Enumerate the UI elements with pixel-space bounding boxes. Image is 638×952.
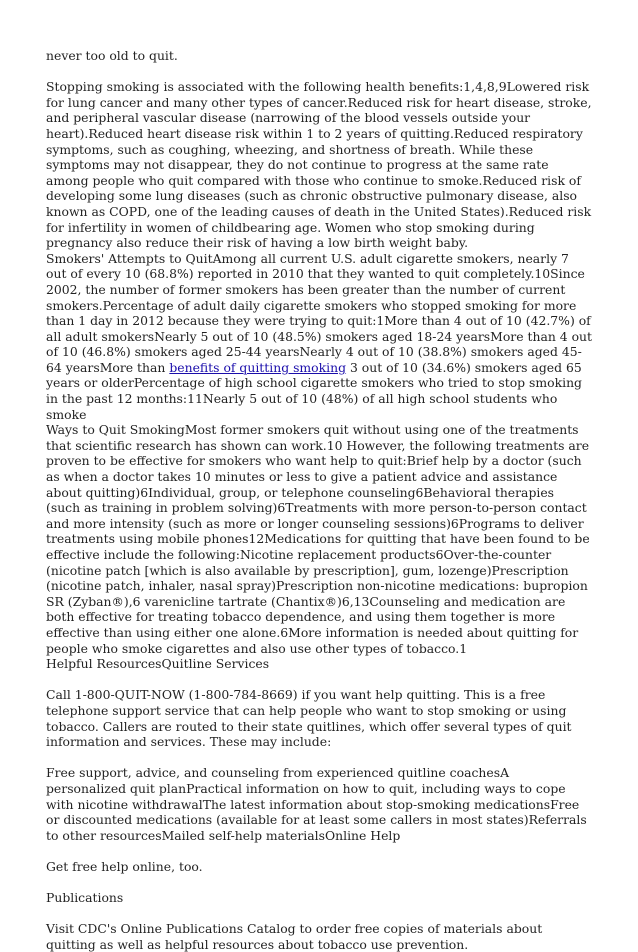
quit-attempts-text-before: Smokers' Attempts to QuitAmong all current U.S. adult cigarette smokers, nearly 7 out of every 10 (68.8%) reported in 2010 that they wanted to quit completely.10Since 2002, the number of former smokers has been greater than the number of current smokers.Percentage of adult daily cigarette smokers who stopped smoking for more than 1 day in 2012 because they were trying to quit:1More than 4 out of 10 (42.7%) of all adult smokersNearly 5 out of 10 (48.5%) smokers aged 18-24 yearsMore than 4 out of 10 (46.8%) smokers aged 25-44 yearsNearly 4 out of 10 (38.8%) smokers aged 45-64 yearsMore than xyxy=(46,250,593,375)
intro-tail: never too old to quit. xyxy=(46,48,178,63)
benefits-of-quitting-link[interactable]: benefits of quitting smoking xyxy=(169,359,347,375)
helpful-resources-heading: Helpful ResourcesQuitline Services xyxy=(46,656,270,672)
document-body xyxy=(46,48,592,952)
ways-to-quit-paragraph: Ways to Quit SmokingMost former smokers quit without using one of the treatments that scientific research has shown can work.10 However, the following treatments are proven to be effective for smokers who want help to quit:Brief help by a doctor (such as when a doctor takes 10 minutes or less to give a patient advice and assistance about quitting)6Individual, group, or telephone counseling6Behavioral therapies (such as training in problem solving)6Treatments with more person-to-person contact and more intensity (such as more or longer counseling sessions)6Programs to deliver treatments using mobile phones12Medications for quitting that have been found to be effective include the following:Nicotine replacement products6Over-the-counter (nicotine patch [which is also available by prescription], gum, lozenge)Prescription (nicotine patch, inhaler, nasal spray)Prescription non-nicotine medications: bupropion SR (Zyban®),6 varenicline tartrate (Chantix®)6,13Counseling and medication are both effective for treating tobacco dependence, and using them together is more effective than using either one alone.6More information is needed about quitting for people who smoke cigarettes and also use other types of tobacco.1 xyxy=(46,422,590,656)
quitline-call-paragraph: Call 1-800-QUIT-NOW (1-800-784-8669) if you want help quitting. This is a free telephone support service that can help people who want to stop smoking or using tobacco. Callers are routed to their state quitlines, which offer several types of quit information and services. These may include: xyxy=(46,687,572,750)
quit-attempts-paragraph xyxy=(46,251,592,423)
quit-attempts-text-after: 3 out of 10 (34.6%) smokers aged 65 years or olderPercentage of high school cigarette smokers who tried to stop smoking in the past 12 months:11Nearly 5 out of 10 (48%) of all high school students who smoke xyxy=(46,359,582,422)
publications-heading: Publications xyxy=(46,890,124,906)
free-help-online: Get free help online, too. xyxy=(46,858,203,874)
health-benefits-paragraph: Stopping smoking is associated with the following health benefits:1,4,8,9Lowered risk for lung cancer and many other types of cancer.Reduced risk for heart disease, stroke, and peripheral vascular disease (narrowing of the blood vessels outside your heart).Reduced heart disease risk within 1 to 2 years of quitting.Reduced respiratory symptoms, such as coughing, wheezing, and shortness of breath. While these symptoms may not disappear, they do not continue to progress at the same rate among people who quit compared with those who continue to smoke.Reduced risk of developing some lung diseases (such as chronic obstructive pulmonary disease, also known as COPD, one of the leading causes of death in the United States).Reduced risk for infertility in women of childbearing age. Women who stop smoking during pregnancy also reduce their risk of having a low birth weight baby. xyxy=(46,79,592,251)
publications-paragraph: Visit CDC's Online Publications Catalog to order free copies of materials about quitting as well as helpful resources about tobacco use prevention. xyxy=(46,921,543,952)
quitline-services-paragraph: Free support, advice, and counseling from experienced quitline coachesA personalized quit planPractical information on how to quit, including ways to cope with nicotine withdrawalThe latest information about stop-smoking medicationsFree or discounted medications (available for at least some callers in most states)Referrals to other resourcesMailed self-help materialsOnline Help xyxy=(46,765,587,843)
